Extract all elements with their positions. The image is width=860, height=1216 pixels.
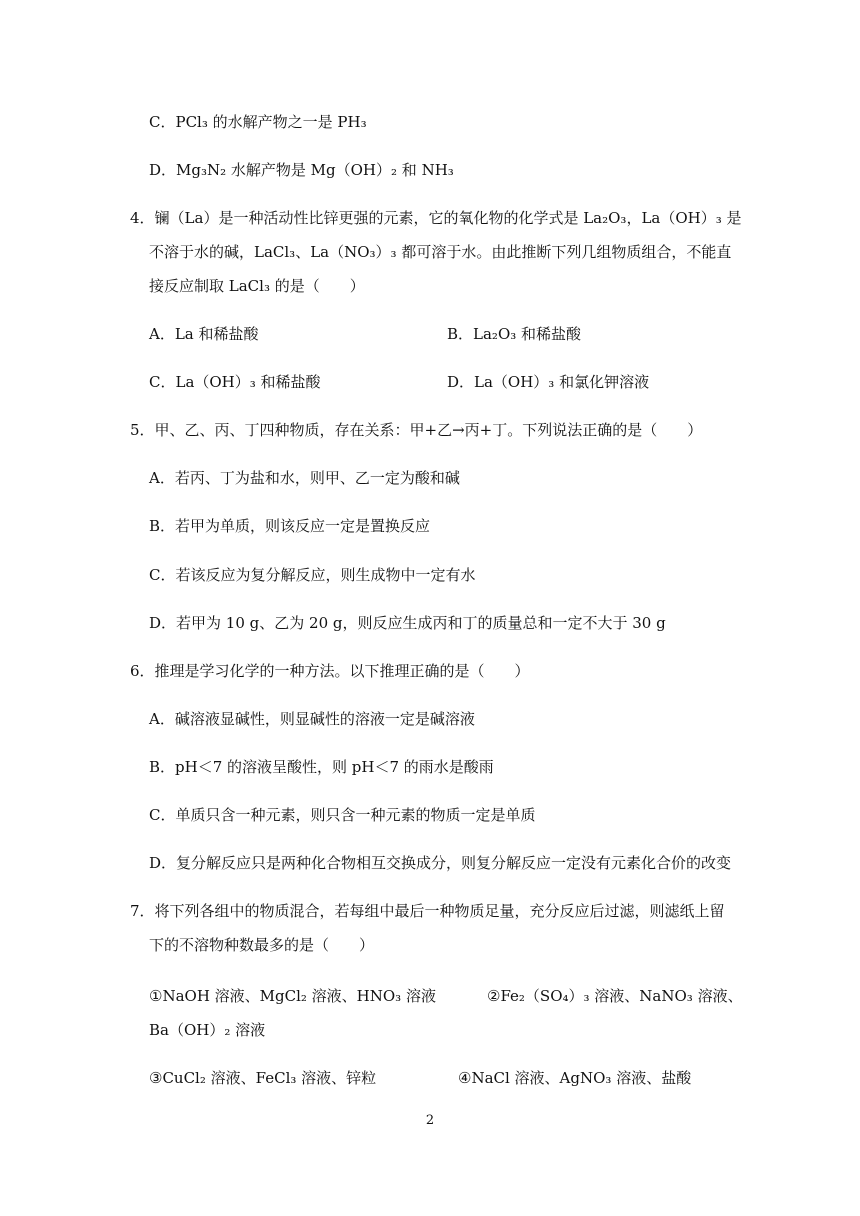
q3-option-d: D．Mg₃N₂ 水解产物是 Mg（OH）₂ 和 NH₃: [149, 161, 454, 179]
q6-option-a: A．碱溶液显碱性，则显碱性的溶液一定是碱溶液: [149, 710, 475, 728]
q7-item-1: ①NaOH 溶液、MgCl₂ 溶液、HNO₃ 溶液: [149, 987, 436, 1005]
page-number: 2: [425, 1113, 435, 1128]
q4-option-b: B．La₂O₃ 和稀盐酸: [447, 325, 582, 343]
q4-stem-line3: 接反应制取 LaCl₃ 的是（ ）: [149, 277, 365, 295]
q7-item-2-cont: Ba（OH）₂ 溶液: [149, 1021, 266, 1039]
q5-stem: 5．甲、乙、丙、丁四种物质，存在关系：甲+乙→丙+丁。下列说法正确的是（ ）: [130, 421, 703, 439]
q4-option-c: C．La（OH）₃ 和稀盐酸: [149, 373, 321, 391]
q7-item-3: ③CuCl₂ 溶液、FeCl₃ 溶液、锌粒: [149, 1069, 377, 1087]
q5-option-c: C．若该反应为复分解反应，则生成物中一定有水: [149, 566, 476, 584]
q4-option-d: D．La（OH）₃ 和氯化钾溶液: [447, 373, 650, 391]
q5-option-a: A．若丙、丁为盐和水，则甲、乙一定为酸和碱: [149, 469, 460, 487]
q7-item-4: ④NaCl 溶液、AgNO₃ 溶液、盐酸: [458, 1069, 692, 1087]
q3-option-c: C．PCl₃ 的水解产物之一是 PH₃: [149, 113, 367, 131]
q7-item-2: ②Fe₂（SO₄）₃ 溶液、NaNO₃ 溶液、: [487, 987, 743, 1005]
q6-option-c: C．单质只含一种元素，则只含一种元素的物质一定是单质: [149, 806, 536, 824]
q6-option-d: D．复分解反应只是两种化合物相互交换成分，则复分解反应一定没有元素化合价的改变: [149, 854, 732, 872]
q4-option-a: A．La 和稀盐酸: [149, 325, 259, 343]
q6-option-b: B．pH＜7 的溶液呈酸性，则 pH＜7 的雨水是酸雨: [149, 758, 494, 776]
q4-stem-line1: 4．镧（La）是一种活动性比锌更强的元素，它的氧化物的化学式是 La₂O₃，La（OH）₃ 是: [130, 209, 742, 227]
q5-option-b: B．若甲为单质，则该反应一定是置换反应: [149, 517, 431, 535]
q4-stem-line2: 不溶于水的碱，LaCl₃、La（NO₃）₃ 都可溶于水。由此推断下列几组物质组合，不能直: [149, 243, 732, 261]
q6-stem: 6．推理是学习化学的一种方法。以下推理正确的是（ ）: [130, 662, 530, 680]
q5-option-d: D．若甲为 10 g、乙为 20 g，则反应生成丙和丁的质量总和一定不大于 30 g: [149, 614, 666, 632]
q7-stem-line1: 7．将下列各组中的物质混合，若每组中最后一种物质足量，充分反应后过滤，则滤纸上留: [130, 902, 725, 920]
q7-stem-line2: 下的不溶物种数最多的是（ ）: [149, 936, 375, 954]
